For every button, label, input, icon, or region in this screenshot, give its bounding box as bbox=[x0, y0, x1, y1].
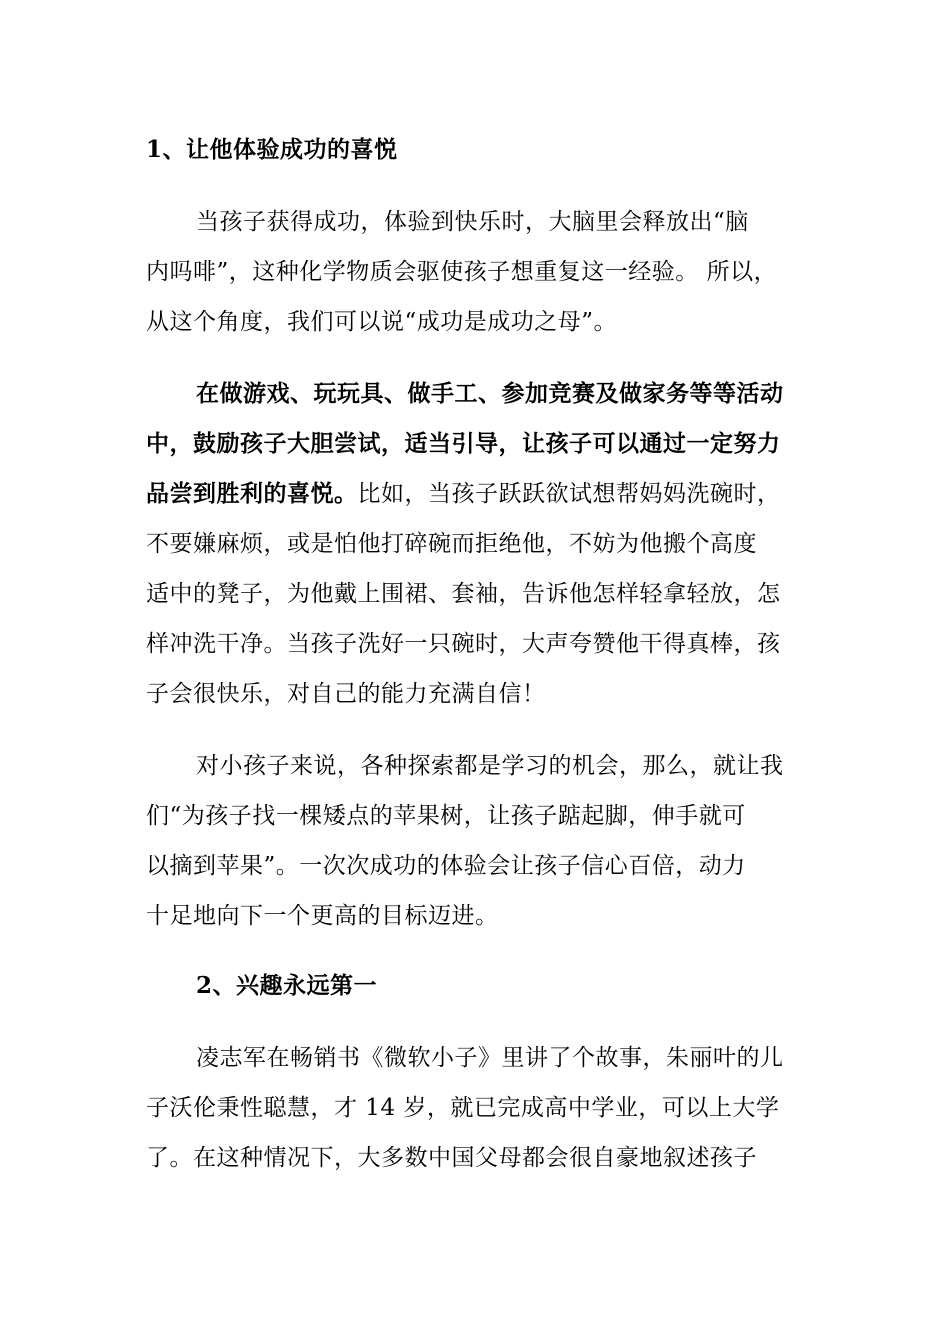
paragraph-line: 不要嫌麻烦，或是怕他打碎碗而拒绝他，不妨为他搬个高度 bbox=[146, 531, 757, 557]
paragraph-line-mixed bbox=[146, 478, 781, 510]
paragraph-line: 从这个角度，我们可以说“成功是成功之母”。 bbox=[146, 309, 618, 335]
paragraph-line: 凌志军在畅销书《微软小子》里讲了个故事，朱丽叶的儿 bbox=[196, 1045, 784, 1071]
paragraph-line-bold: 中，鼓励孩子大胆尝试，适当引导，让孩子可以通过一定努力 bbox=[146, 430, 781, 457]
regular-phrase: 比如，当孩子跃跃欲试想帮妈妈洗碗时， bbox=[357, 481, 781, 507]
paragraph-line-bold: 在做游戏、玩玩具、做手工、参加竞赛及做家务等等活动 bbox=[196, 380, 784, 407]
paragraph-line: 子沃伦秉性聪慧，才 14 岁，就已完成高中学业，可以上大学 bbox=[146, 1095, 780, 1121]
paragraph-line: 十足地向下一个更高的目标迈进。 bbox=[146, 903, 499, 929]
paragraph-line: 们“为孩子找一棵矮点的苹果树，让孩子踮起脚，伸手就可 bbox=[146, 803, 746, 829]
paragraph-line: 对小孩子来说，各种探索都是学习的机会，那么，就让我 bbox=[196, 753, 784, 779]
bold-phrase: 品尝到胜利的喜悦。 bbox=[146, 480, 358, 507]
paragraph-line: 适中的凳子，为他戴上围裙、套袖，告诉他怎样轻拿轻放，怎 bbox=[146, 581, 781, 607]
paragraph-line: 了。在这种情况下，大多数中国父母都会很自豪地叙述孩子 bbox=[146, 1145, 757, 1171]
paragraph-line: 内吗啡”，这种化学物质会驱使孩子想重复这一经验。 所以， bbox=[146, 259, 778, 285]
section-heading-2: 2、兴趣永远第一 bbox=[196, 972, 378, 999]
paragraph-line: 样冲洗干净。当孩子洗好一只碗时，大声夸赞他干得真棒，孩 bbox=[146, 631, 781, 657]
section-heading-1: 1、让他体验成功的喜悦 bbox=[146, 136, 398, 163]
paragraph-line: 当孩子获得成功，体验到快乐时，大脑里会释放出“脑 bbox=[196, 209, 749, 235]
paragraph-line: 以摘到苹果”。一次次成功的体验会让孩子信心百倍，动力 bbox=[146, 853, 746, 879]
paragraph-line: 子会很快乐，对自己的能力充满自信！ bbox=[146, 681, 546, 707]
